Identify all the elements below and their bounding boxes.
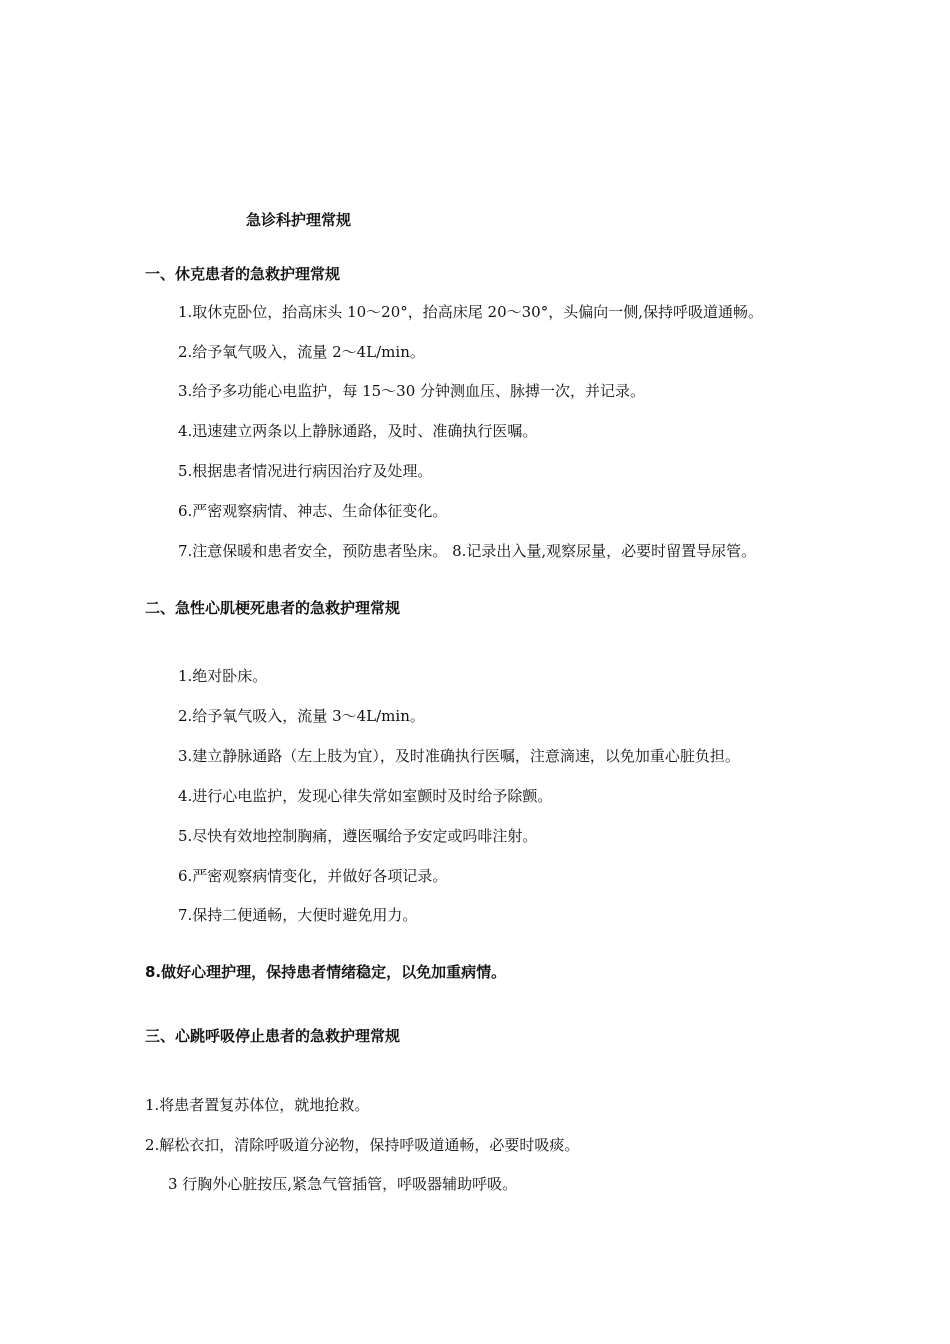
list-item: 1.绝对卧床。 xyxy=(178,667,268,685)
list-item: 6.严密观察病情、神志、生命体征变化。 xyxy=(178,502,448,520)
section-heading-cardiac-arrest: 三、心跳呼吸停止患者的急救护理常规 xyxy=(145,1027,401,1045)
section-heading-shock: 一、休克患者的急救护理常规 xyxy=(145,265,341,283)
list-item: 3 行胸外心脏按压,紧急气管插管，呼吸器辅助呼吸。 xyxy=(168,1175,518,1193)
list-item-emphasized: 8.做好心理护理，保持患者情绪稳定，以免加重病情。 xyxy=(145,963,507,981)
list-item: 4.进行心电监护，发现心律失常如室颤时及时给予除颤。 xyxy=(178,787,553,805)
document-title: 急诊科护理常规 xyxy=(246,211,352,229)
list-item: 7.保持二便通畅，大便时避免用力。 xyxy=(178,906,418,924)
list-item: 6.严密观察病情变化，并做好各项记录。 xyxy=(178,867,448,885)
list-item: 2.给予氧气吸入，流量 3～4L/min。 xyxy=(178,707,425,725)
list-item: 1.将患者置复苏体位，就地抢救。 xyxy=(145,1096,370,1114)
list-item: 5.根据患者情况进行病因治疗及处理。 xyxy=(178,462,433,480)
list-item: 5.尽快有效地控制胸痛，遵医嘱给予安定或吗啡注射。 xyxy=(178,827,538,845)
section-heading-mi: 二、急性心肌梗死患者的急救护理常规 xyxy=(145,599,401,617)
list-item: 3.建立静脉通路（左上肢为宜），及时准确执行医嘱，注意滴速，以免加重心脏负担。 xyxy=(178,747,740,765)
list-item: 2.给予氧气吸入，流量 2～4L/min。 xyxy=(178,343,425,361)
list-item: 7.注意保暖和患者安全，预防患者坠床。 8.记录出入量,观察尿量，必要时留置导尿管。 xyxy=(178,542,757,560)
list-item: 3.给予多功能心电监护，每 15～30 分钟测血压、脉搏一次，并记录。 xyxy=(178,382,646,400)
list-item: 2.解松衣扣，清除呼吸道分泌物，保持呼吸道通畅，必要时吸痰。 xyxy=(145,1136,580,1154)
list-item: 4.迅速建立两条以上静脉通路，及时、准确执行医嘱。 xyxy=(178,422,538,440)
list-item: 1.取休克卧位，抬高床头 10～20°，抬高床尾 20～30°，头偏向一侧,保持呼吸道通畅。 xyxy=(178,303,763,321)
